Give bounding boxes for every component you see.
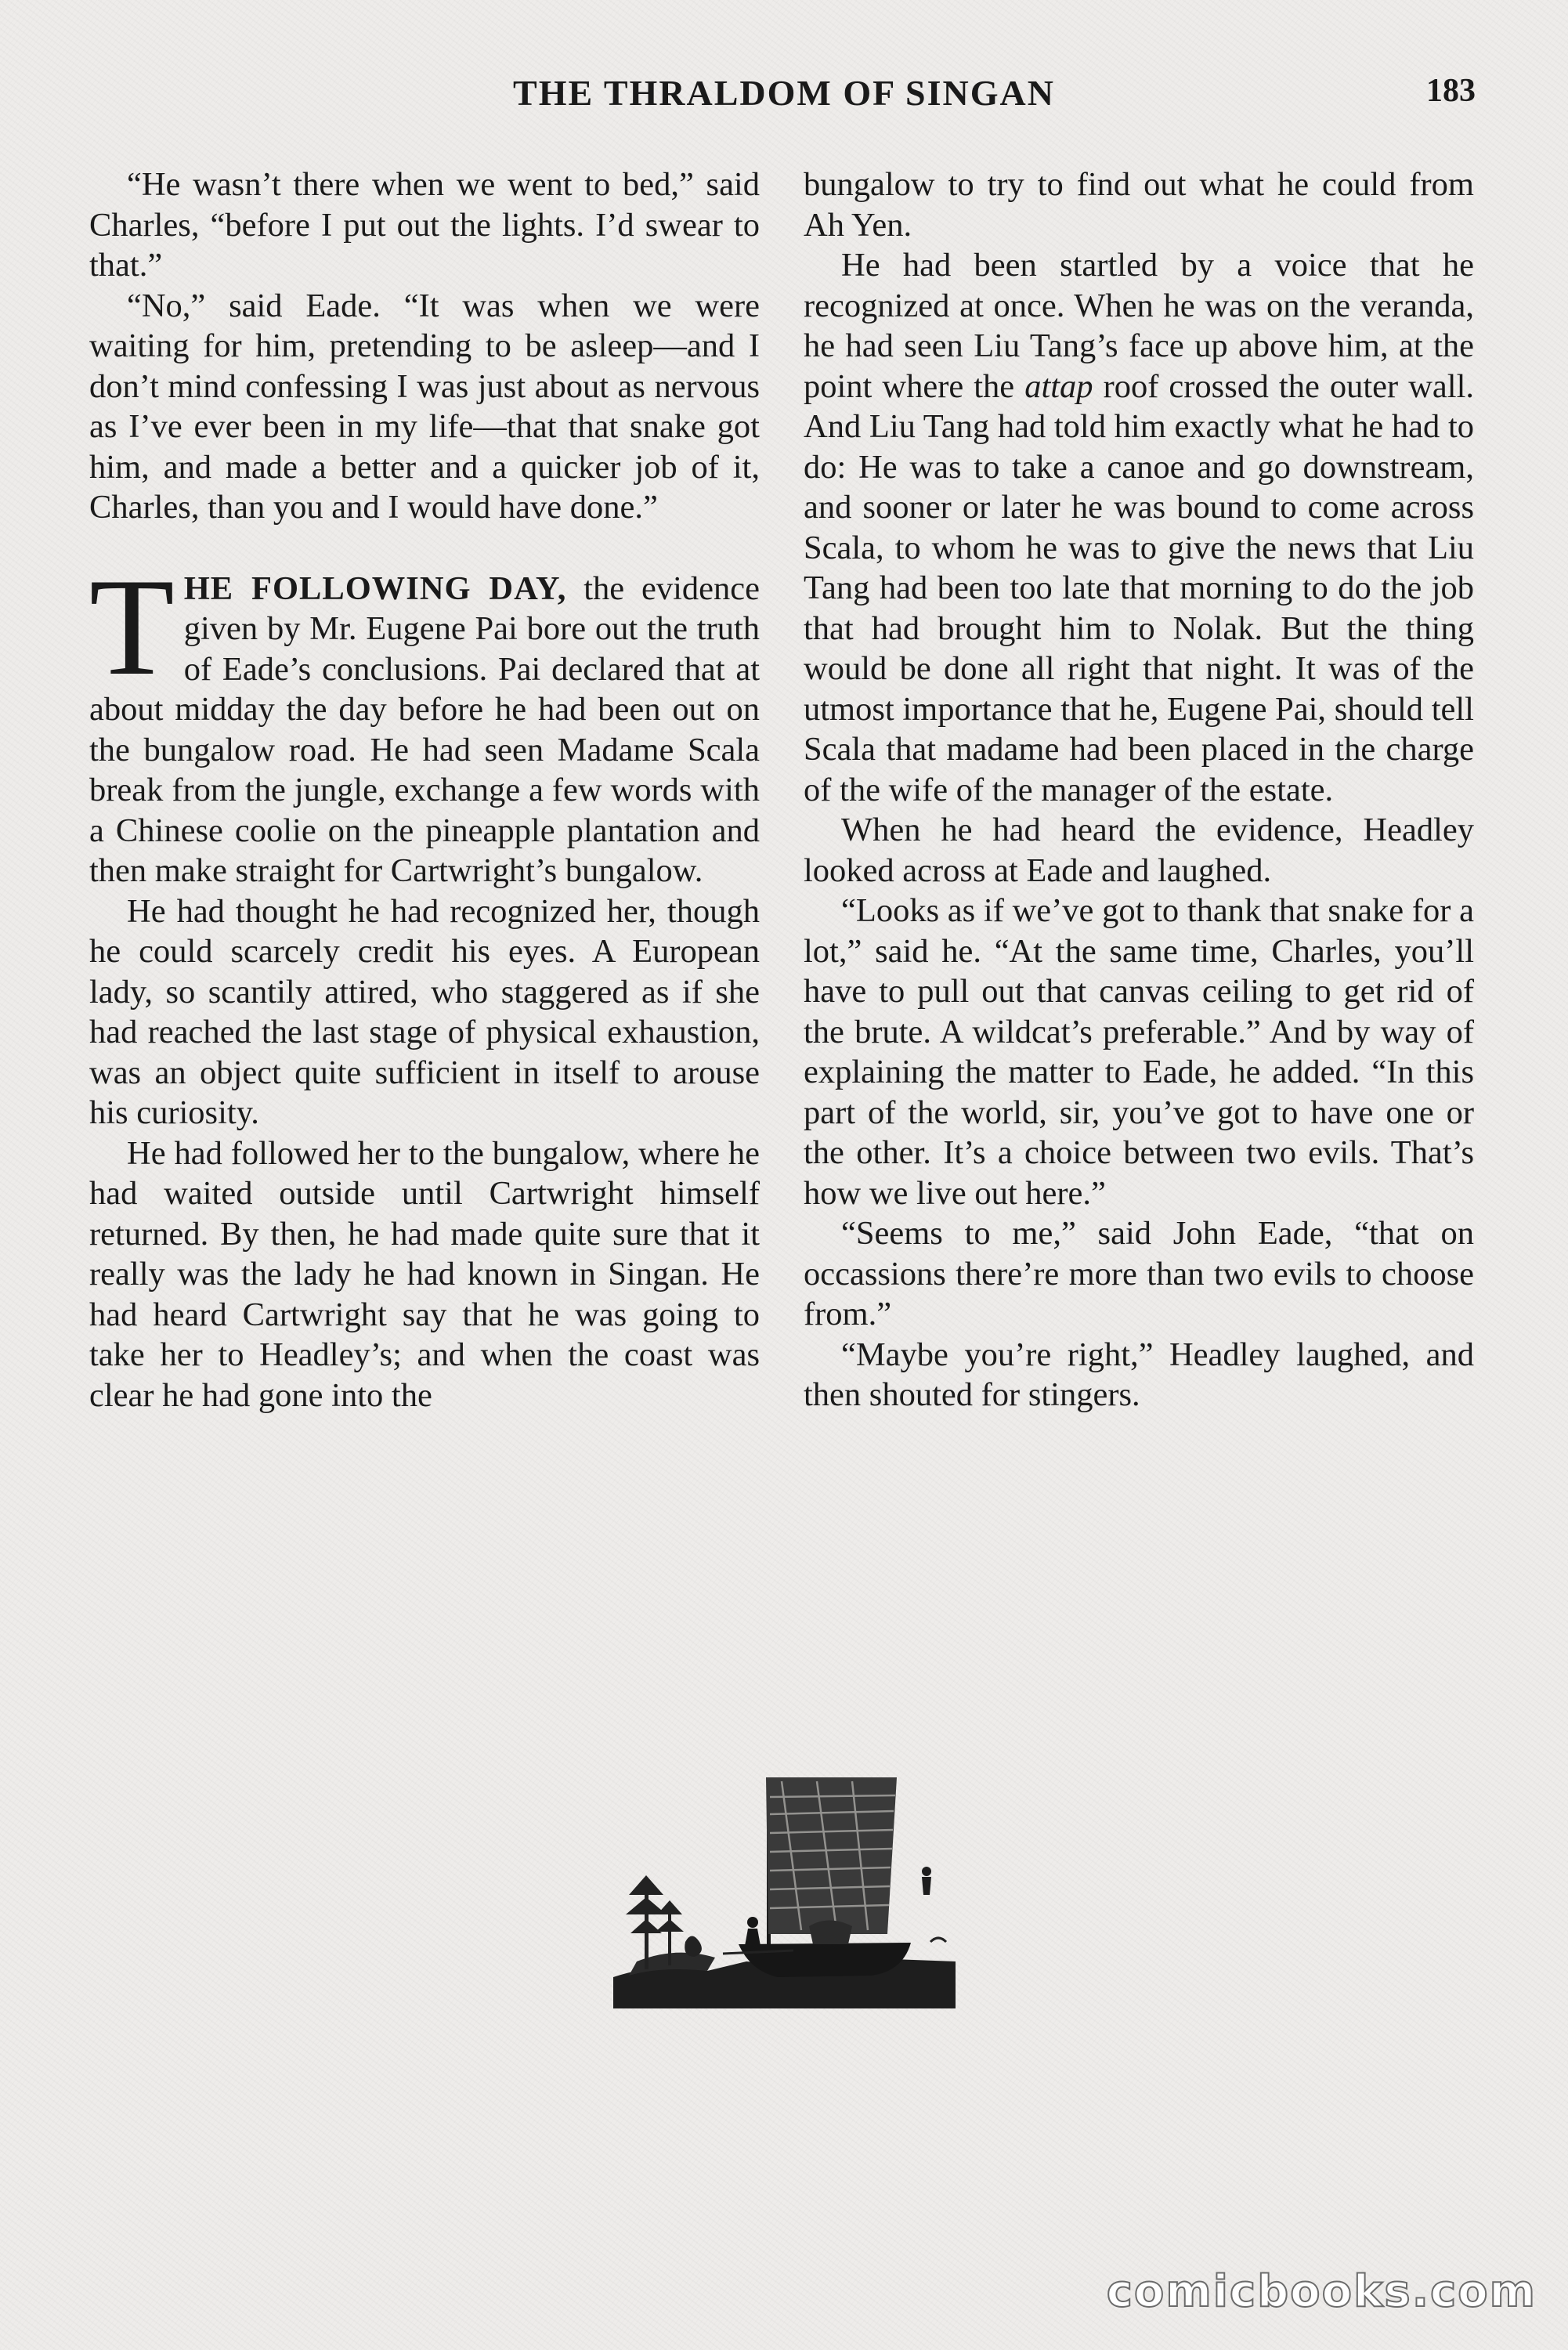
- paragraph-text: roof crossed the outer wall. And Liu Tang had told him exactly what he had to do: He was to take a canoe and go downstream, and sooner or later he was bound to come across Scala, to whom he was to give the news that Liu Tang had been too late that morning to do the job that had brought him to Nolak. But the thing would be done all right that night. It was of the utmost importance that he, Eugene Pai, should tell Scala that madame had been placed in the charge of the wife of the manager of the estate.: [804, 367, 1474, 808]
- drop-cap: T: [89, 548, 175, 704]
- paragraph: When he had heard the evidence, Headley looked across at Eade and laughed.: [804, 812, 1474, 889]
- paragraph: He had followed her to the bungalow, where he had waited outside until Cartwright himself returned. By then, he had made quite sure that it really was the lady he had known in Singan. He had heard Cartwright say that he was going to take her to Headley’s; and when the coast was clear he had gone into the: [89, 1134, 760, 1414]
- paragraph: He had thought he had recognized her, though he could scarcely credit his eyes. A European lady, so scantily attired, who staggered as if she had reached the last stage of physical exhaustion, was an object quite sufficient in itself to arouse his curiosity.: [89, 892, 760, 1131]
- section-lead-caps: HE FOLLOWING DAY,: [183, 569, 567, 607]
- left-column: [89, 164, 760, 1415]
- running-title: THE THRALDOM OF SINGAN: [513, 73, 1055, 113]
- italic-term: attap: [1024, 367, 1093, 405]
- paragraph-text: the evidence given by Mr. Eugene Pai bore out the truth of Eade’s conclusions. Pai declared that at about midday the day before he had been out on the bungalow road. He had seen Madame Scala break from the jungle, exchange a few words with a Chinese coolie on the pineapple plantation and then make straight for Cartwright’s bungalow.: [89, 569, 760, 889]
- paragraph: “Maybe you’re right,” Headley laughed, and then shouted for stingers.: [804, 1336, 1474, 1413]
- paragraph: “He wasn’t there when we went to bed,” said Charles, “before I put out the lights. I’d swear to that.”: [89, 166, 760, 284]
- paragraph: “No,” said Eade. “It was when we were waiting for him, pretending to be asleep—and I don’t mind confessing I was just about as nervous as I’ve ever been in my life—that that snake got him, and made a better and a quicker job of it, Charles, than you and I would have done.”: [89, 287, 760, 526]
- paragraph-continued: bungalow to try to find out what he could from Ah Yen.: [804, 166, 1474, 244]
- junk-boat-icon: [613, 1766, 956, 2008]
- chapter-section-opening: [89, 548, 760, 891]
- right-column: [804, 164, 1474, 1415]
- paragraph: [804, 245, 1474, 810]
- paragraph: “Seems to me,” said John Eade, “that on occassions there’re more than two evils to choose from.”: [804, 1215, 1474, 1332]
- page-number: 183: [1426, 73, 1476, 109]
- watermark-logo: comicbooks.com: [1106, 2266, 1537, 2317]
- paragraph-text: He had been startled by a voice that he recognized at once. When he was on the veranda, he had seen Liu Tang’s face up above him, at the point where the: [804, 247, 1474, 405]
- paragraph: “Looks as if we’ve got to thank that snake for a lot,” said he. “At the same time, Charles, you’ll have to pull out that canvas ceiling to get rid of the brute. A wildcat’s preferable.” And by way of explaining the matter to Eade, he added. “In this part of the world, sir, you’ve got to have one or the other. It’s a choice between two evils. That’s how we live out here.”: [804, 892, 1474, 1212]
- junk-boat-illustration: [613, 1766, 956, 2008]
